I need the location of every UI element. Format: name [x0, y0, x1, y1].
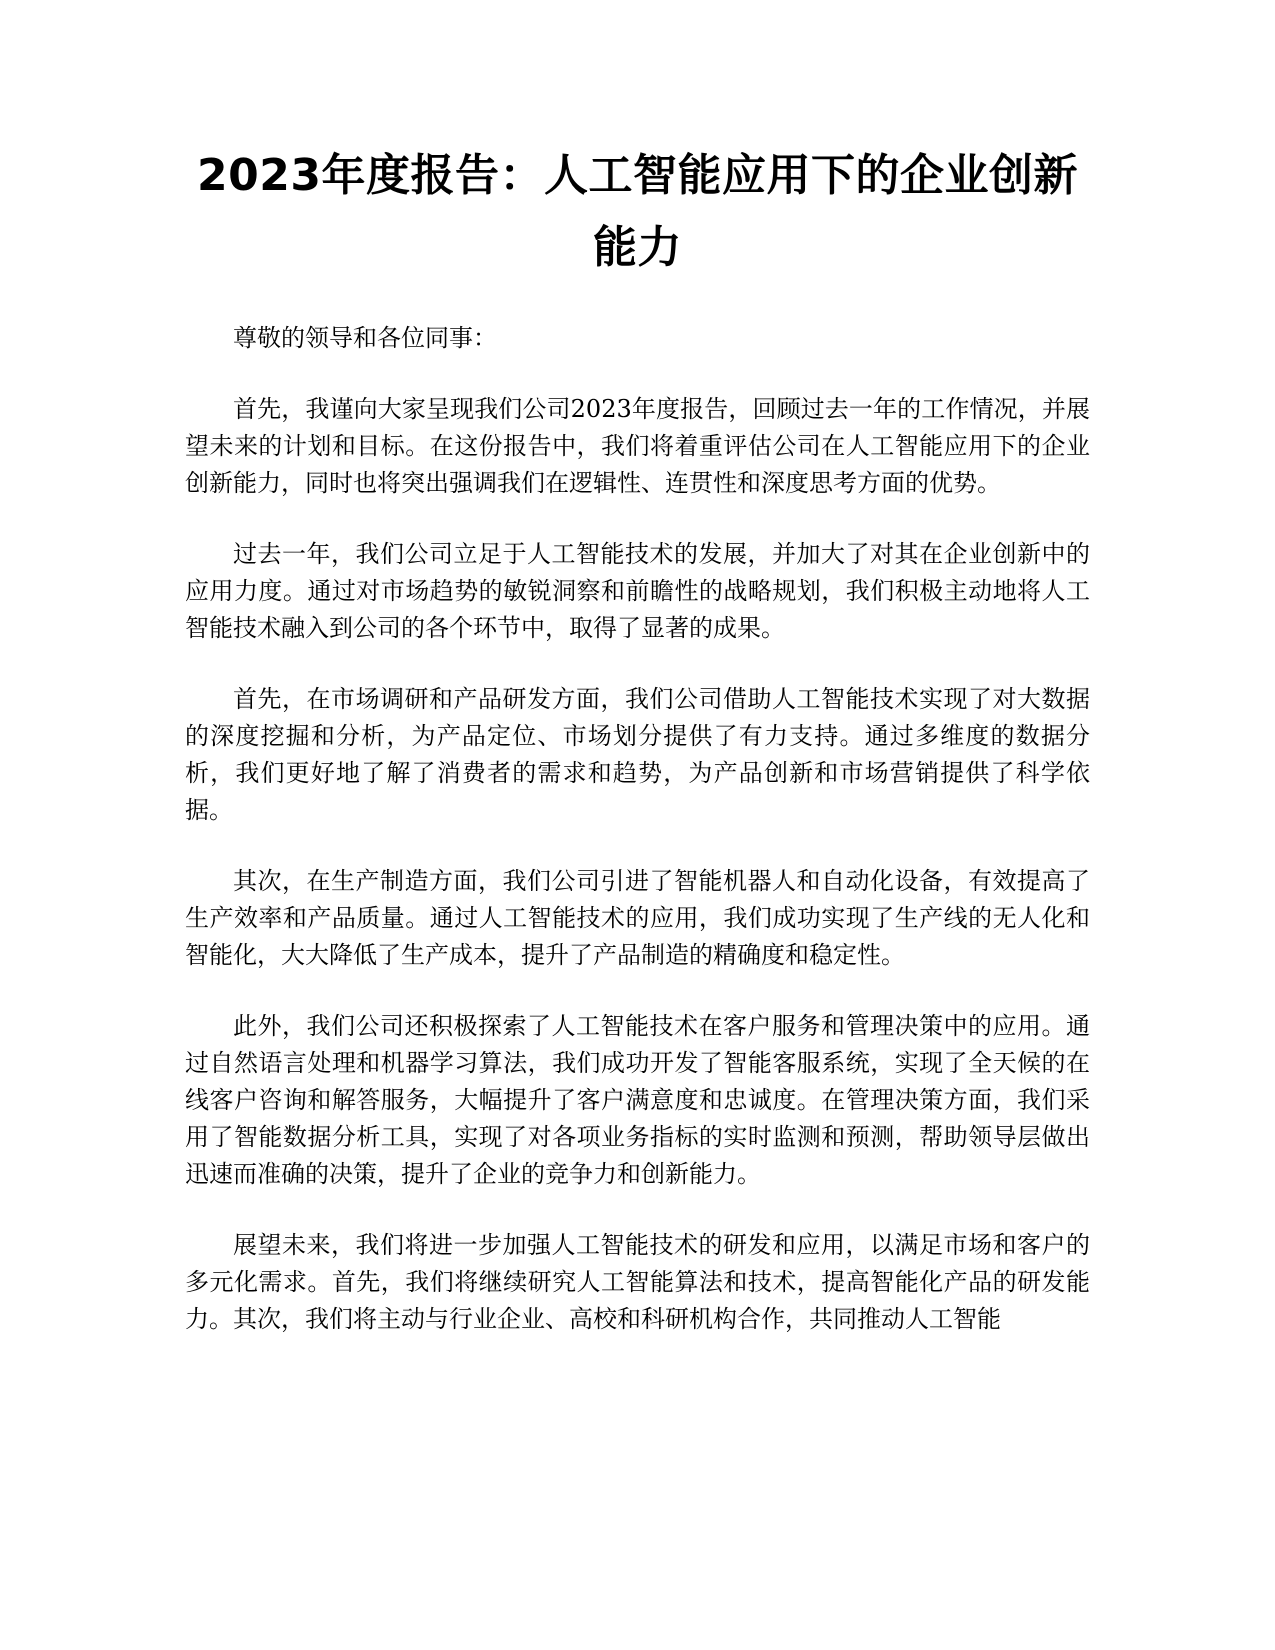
document-title: 2023年度报告：人工智能应用下的企业创新能力 — [197, 150, 1078, 273]
paragraph-customer-service: 此外，我们公司还积极探索了人工智能技术在客户服务和管理决策中的应用。通过自然语言处理和机器学习算法，我们成功开发了智能客服系统，实现了全天候的在线客户咨询和解答服务，大幅提升了客户满意度和忠诚度。在管理决策方面，我们采用了智能数据分析工具，实现了对各项业务指标的实时监测和预测，帮助领导层做出迅速而准确的决策，提升了企业的竞争力和创新能力。 — [185, 1012, 1090, 1188]
paragraph-salutation: 尊敬的领导和各位同事： — [233, 324, 497, 352]
paragraph-market-research: 首先，在市场调研和产品研发方面，我们公司借助人工智能技术实现了对大数据的深度挖掘和分析，为产品定位、市场划分提供了有力支持。通过多维度的数据分析，我们更好地了解了消费者的需求和趋势，为产品创新和市场营销提供了科学依据。 — [185, 685, 1090, 824]
paragraph-introduction: 首先，我谨向大家呈现我们公司2023年度报告，回顾过去一年的工作情况，并展望未来的计划和目标。在这份报告中，我们将着重评估公司在人工智能应用下的企业创新能力，同时也将突出强调我们在逻辑性、连贯性和深度思考方面的优势。 — [185, 395, 1090, 497]
paragraph-outlook: 展望未来，我们将进一步加强人工智能技术的研发和应用，以满足市场和客户的多元化需求。首先，我们将继续研究人工智能算法和技术，提高智能化产品的研发能力。其次，我们将主动与行业企业、高校和科研机构合作，共同推动人工智能 — [185, 1231, 1090, 1333]
document-body — [185, 320, 1090, 1338]
paragraph-past-year: 过去一年，我们公司立足于人工智能技术的发展，并加大了对其在企业创新中的应用力度。通过对市场趋势的敏锐洞察和前瞻性的战略规划，我们积极主动地将人工智能技术融入到公司的各个环节中，取得了显著的成果。 — [185, 540, 1090, 642]
paragraph-manufacturing: 其次，在生产制造方面，我们公司引进了智能机器人和自动化设备，有效提高了生产效率和产品质量。通过人工智能技术的应用，我们成功实现了生产线的无人化和智能化，大大降低了生产成本，提升了产品制造的精确度和稳定性。 — [185, 867, 1090, 969]
